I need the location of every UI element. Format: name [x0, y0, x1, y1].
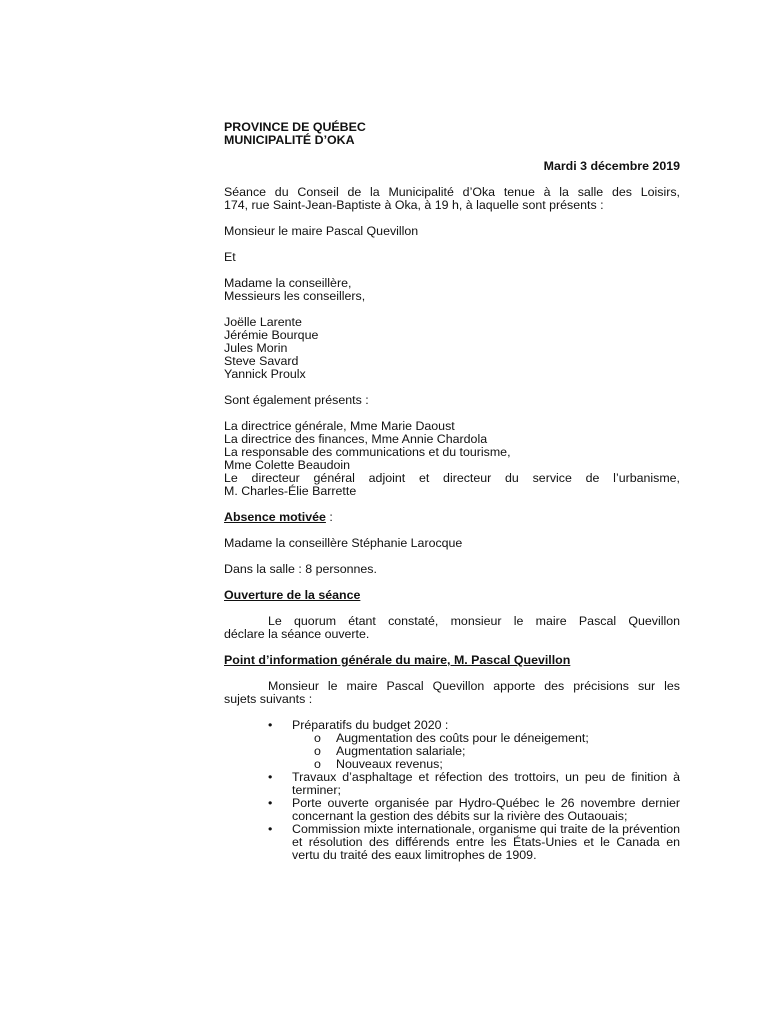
bullet-icon: • — [268, 796, 273, 810]
et-line: Et — [224, 250, 236, 264]
info-line: sujets suivants : — [224, 692, 313, 706]
councillor-name: Yannick Proulx — [224, 367, 306, 381]
absence-heading: Absence motivée — [224, 510, 326, 524]
councillor-name: Jérémie Bourque — [224, 328, 319, 342]
opening-line: déclare la séance ouverte. — [224, 627, 370, 641]
document-page — [224, 121, 680, 862]
also-present-list — [224, 420, 680, 498]
list-item-text: Porte ouverte organisée par Hydro-Québec le 26 novembre dernier concernant la gestion des débits sur la rivière des Outaouais; — [292, 796, 680, 823]
staff-line: Mme Colette Beaudoin — [224, 458, 351, 472]
budget-sublist — [292, 732, 680, 771]
opening-heading: Ouverture de la séance — [224, 588, 361, 602]
councillors-intro-line: Madame la conseillère, — [224, 276, 352, 290]
opening-line: Le quorum étant constaté, monsieur le maire Pascal Quevillon — [268, 614, 680, 628]
list-item-text: Commission mixte internationale, organisme qui traite de la prévention et résolution des différends entre les États-Unies et le Canada en vertu du traité des eaux limitrophes de 1909. — [292, 822, 680, 862]
meeting-date: Mardi 3 décembre 2019 — [543, 159, 680, 173]
sub-list-item-text: Augmentation des coûts pour le déneigement; — [336, 731, 589, 745]
sub-list-item-text: Augmentation salariale; — [336, 744, 466, 758]
province-heading: PROVINCE DE QUÉBEC — [224, 120, 366, 134]
staff-line: M. Charles-Élie Barrette — [224, 484, 357, 498]
sub-list-item-text: Nouveaux revenus; — [336, 757, 443, 771]
staff-line: La directrice générale, Mme Marie Daoust — [224, 419, 455, 433]
councillor-name: Joëlle Larente — [224, 315, 302, 329]
info-paragraph — [224, 680, 680, 706]
bullet-icon: • — [268, 718, 273, 732]
bullet-icon: • — [268, 822, 273, 836]
list-item-text: Préparatifs du budget 2020 : — [292, 718, 449, 732]
absence-heading-line — [224, 511, 680, 524]
opening-paragraph — [224, 615, 680, 641]
list-item — [224, 797, 680, 823]
municipality-heading: MUNICIPALITÉ D’OKA — [224, 133, 355, 147]
absence-colon: : — [325, 510, 333, 524]
circle-bullet-icon: o — [314, 757, 321, 771]
list-item — [224, 771, 680, 797]
councillors-intro — [224, 277, 680, 303]
info-topics-list — [224, 719, 680, 862]
info-heading: Point d’information générale du maire, M. Pascal Quevillon — [224, 653, 571, 667]
councillors-intro-line: Messieurs les conseillers, — [224, 289, 366, 303]
staff-line: Le directeur général adjoint et directeur du service de l’urbanisme, — [224, 471, 680, 485]
room-count: Dans la salle : 8 personnes. — [224, 562, 377, 576]
absence-text: Madame la conseillère Stéphanie Larocque — [224, 536, 463, 550]
intro-line: Séance du Conseil de la Municipalité d’Oka tenue à la salle des Loisirs, — [224, 185, 680, 199]
mayor-line: Monsieur le maire Pascal Quevillon — [224, 224, 419, 238]
bullet-icon: • — [268, 770, 273, 784]
circle-bullet-icon: o — [314, 744, 321, 758]
councillor-name: Jules Morin — [224, 341, 288, 355]
councillor-list — [224, 316, 680, 381]
also-present-label: Sont également présents : — [224, 393, 369, 407]
intro-line: 174, rue Saint-Jean-Baptiste à Oka, à 19 h, à laquelle sont présents : — [224, 198, 604, 212]
list-item-text: Travaux d’asphaltage et réfection des trottoirs, un peu de finition à terminer; — [292, 770, 680, 797]
intro-paragraph — [224, 186, 680, 212]
staff-line: La responsable des communications et du tourisme, — [224, 445, 511, 459]
staff-line: La directrice des finances, Mme Annie Chardola — [224, 432, 488, 446]
councillor-name: Steve Savard — [224, 354, 299, 368]
list-item — [224, 719, 680, 771]
list-item — [224, 823, 680, 862]
circle-bullet-icon: o — [314, 731, 321, 745]
info-line: Monsieur le maire Pascal Quevillon apporte des précisions sur les — [268, 679, 680, 693]
